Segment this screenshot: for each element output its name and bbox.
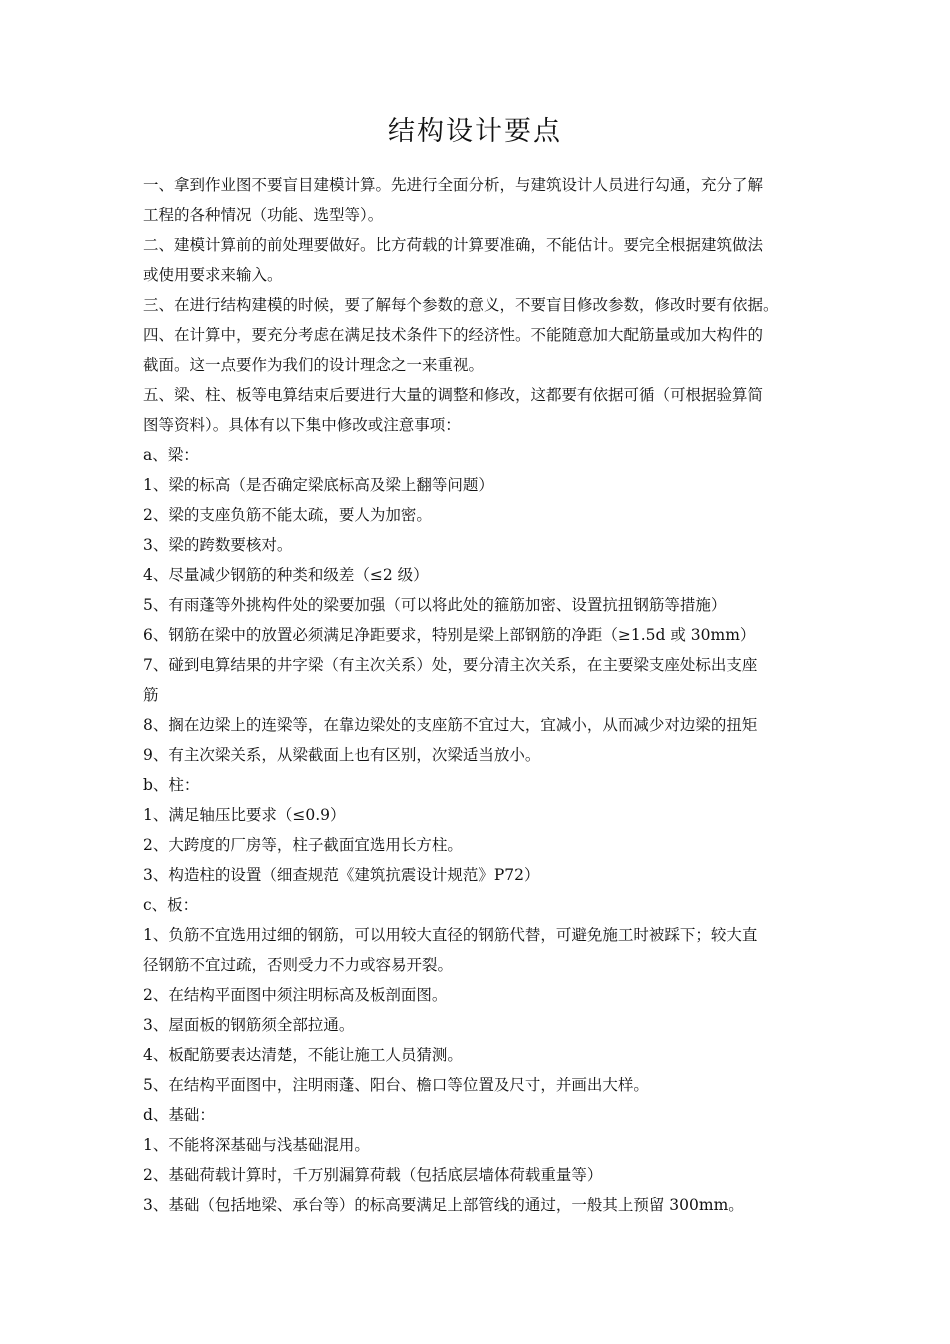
text-line: 或使用要求来输入。 [143,266,283,284]
text-line: 截面。这一点要作为我们的设计理念之一来重视。 [143,356,485,374]
document-body [143,170,813,1220]
text-line: d、基础： [143,1106,215,1124]
text-line: 筋 [143,686,159,704]
text-line: 一、拿到作业图不要盲目建模计算。先进行全面分析，与建筑设计人员进行勾通，充分了解 [143,176,764,194]
text-line: a、梁： [143,446,199,464]
text-line: 5、在结构平面图中，注明雨蓬、阳台、檐口等位置及尺寸，并画出大样。 [143,1076,649,1094]
text-line: 8、搁在边梁上的连梁等，在靠边梁处的支座筋不宜过大，宜减小，从而减少对边梁的扭矩 [143,716,758,734]
text-line: 1、负筋不宜选用过细的钢筋，可以用较大直径的钢筋代替，可避免施工时被踩下；较大直 [143,926,758,944]
text-line: b、柱： [143,776,200,794]
text-line: 1、满足轴压比要求（≤0.9） [143,806,346,824]
text-line: 4、尽量减少钢筋的种类和级差（≤2 级） [143,566,429,584]
text-line: 二、建模计算前的前处理要做好。比方荷载的计算要准确，不能估计。要完全根据建筑做法 [143,236,764,254]
text-line: c、板： [143,896,199,914]
text-line: 径钢筋不宜过疏，否则受力不力或容易开裂。 [143,956,454,974]
text-line: 图等资料）。具体有以下集中修改或注意事项： [143,416,461,434]
text-line: 工程的各种情况（功能、选型等）。 [143,206,384,224]
text-line: 2、在结构平面图中须注明标高及板剖面图。 [143,986,448,1004]
text-line: 3、构造柱的设置（细查规范《建筑抗震设计规范》P72） [143,866,540,884]
text-line: 4、板配筋要表达清楚，不能让施工人员猜测。 [143,1046,463,1064]
text-line: 2、基础荷载计算时，千万别漏算荷载（包括底层墙体荷载重量等） [143,1166,603,1184]
text-line: 三、在进行结构建模的时候，要了解每个参数的意义，不要盲目修改参数，修改时要有依据。 [143,296,779,314]
text-line: 1、不能将深基础与浅基础混用。 [143,1136,370,1154]
text-line: 5、有雨蓬等外挑构件处的梁要加强（可以将此处的箍筋加密、设置抗扭钢筋等措施） [143,596,727,614]
text-line: 1、梁的标高（是否确定梁底标高及梁上翻等问题） [143,476,494,494]
text-line: 3、屋面板的钢筋须全部拉通。 [143,1016,355,1034]
text-line: 3、基础（包括地梁、承台等）的标高要满足上部管线的通过，一般其上预留 300mm。 [143,1196,744,1214]
text-line: 7、碰到电算结果的井字梁（有主次关系）处，要分清主次关系，在主要梁支座处标出支座 [143,656,758,674]
text-line: 3、梁的跨数要核对。 [143,536,293,554]
text-line: 2、梁的支座负筋不能太疏，要人为加密。 [143,506,432,524]
text-line: 2、大跨度的厂房等，柱子截面宜选用长方柱。 [143,836,463,854]
text-line: 9、有主次梁关系，从梁截面上也有区别，次梁适当放小。 [143,746,541,764]
text-line: 四、在计算中，要充分考虑在满足技术条件下的经济性。不能随意加大配筋量或加大构件的 [143,326,764,344]
document-title: 结构设计要点 [388,116,562,147]
text-line: 五、梁、柱、板等电算结束后要进行大量的调整和修改，这都要有依据可循（可根据验算简 [143,386,764,404]
text-line: 6、钢筋在梁中的放置必须满足净距要求，特别是梁上部钢筋的净距（≥1.5d 或 30mm） [143,626,756,644]
